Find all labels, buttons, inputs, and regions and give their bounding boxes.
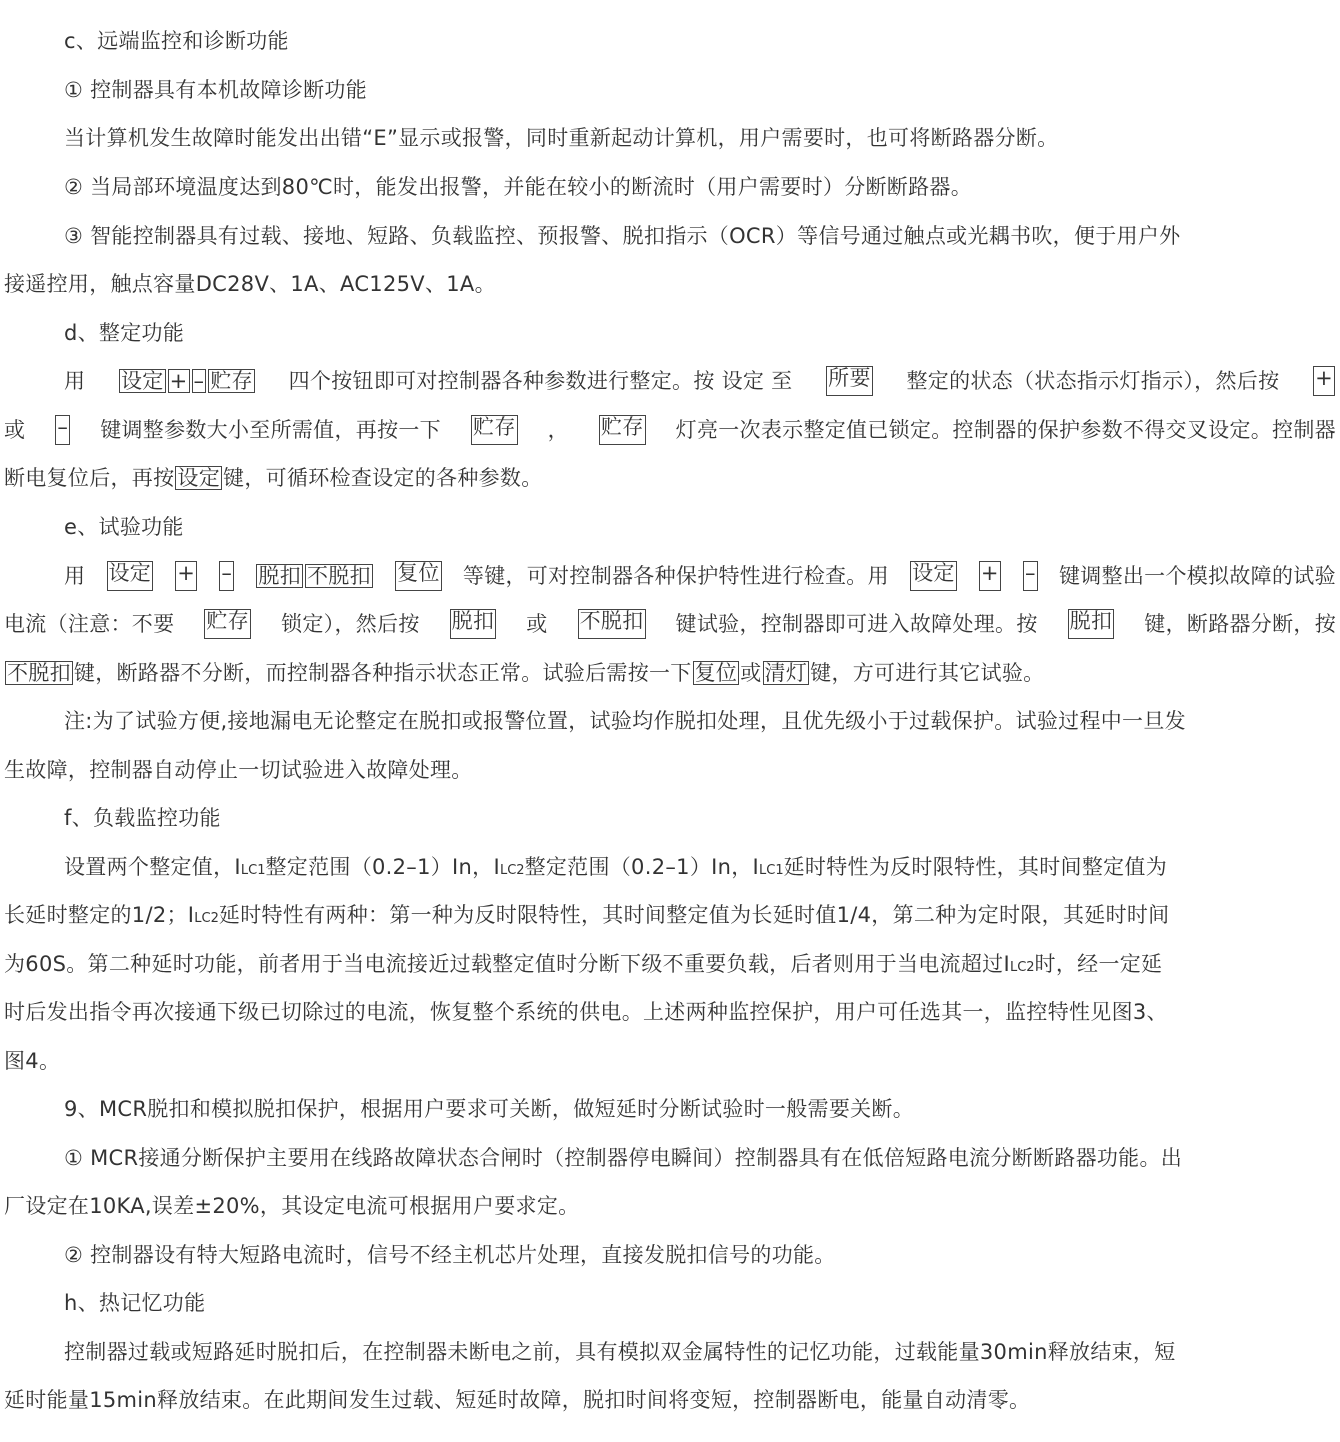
key-plus: + [1313, 366, 1335, 396]
para-f-line4: 时后发出指令再次接通下级已切除过的电流，恢复整个系统的供电。上述两种监控保护，用户可任选其一，监控特性见图3、 [4, 1000, 1168, 1024]
text-segment: 时，经一定延 [1034, 952, 1163, 976]
para-9-1-line2: 厂设定在10KA,误差±20%，其设定电流可根据用户要求定。 [4, 1194, 580, 1218]
para-f-line3 [4, 949, 1336, 983]
para-h-line1: 控制器过载或短路延时脱扣后，在控制器未断电之前，具有模拟双金属特性的记忆功能，过载能量30min释放结束，短 [64, 1340, 1176, 1364]
text-segment: 断电复位后，再按 [4, 466, 175, 490]
key-group [255, 561, 374, 591]
text-segment: 为60S。第二种延时功能，前者用于当电流接近过载整定值时分断下级不重要负载，后者则用于当电流超过I [4, 952, 1010, 976]
key-set: 设定 [910, 561, 957, 591]
key-reset: 复位 [395, 561, 442, 591]
para-c-2: 当计算机发生故障时能发出出错“E”显示或报警，同时重新起动计算机，用户需要时，也可将断路器分断。 [64, 126, 1059, 150]
text-segment: 整定范围（0.2–1）In，I [524, 855, 760, 879]
para-f-line1 [64, 852, 1336, 886]
text-segment: 电流（注意：不要 [4, 612, 175, 636]
para-e-line1 [64, 561, 1336, 591]
para-e-line3 [4, 658, 1336, 688]
text-segment: 或 [526, 612, 548, 636]
heading-9: 9、MCR脱扣和模拟脱扣保护，根据用户要求可关断，做短延时分断试验时一般需要关断。 [64, 1097, 915, 1121]
text-segment: 等键，可对控制器各种保护特性进行检查。用 [462, 564, 889, 588]
text-segment: 长延时整定的1/2；I [4, 903, 195, 927]
text-segment: 整定的状态（状态指示灯指示），然后按 [906, 369, 1280, 393]
text-segment: 延时特性有两种：第一种为反时限特性，其时间整定值为长延时值1/4，第二种为定时限，其延时时间 [218, 903, 1170, 927]
para-c-3: ② 当局部环境温度达到80℃时，能发出报警，并能在较小的断流时（用户需要时）分断断路器。 [64, 175, 973, 199]
text-segment: 整定范围（0.2–1）In，I [265, 855, 500, 879]
key-minus: – [1023, 561, 1038, 591]
text-segment: 键，断路器不分断，而控制器各种指示状态正常。试验后需按一下 [73, 661, 692, 685]
subscript: LC1 [759, 863, 784, 878]
key-plus: + [175, 561, 197, 591]
text-segment: 设置两个整定值，I [64, 855, 241, 879]
key-reset: 复位 [694, 661, 738, 685]
key-plus: + [979, 561, 1001, 591]
heading-h: h、热记忆功能 [64, 1291, 206, 1315]
key-notrip: 不脱扣 [578, 609, 646, 639]
para-f-line5: 图4。 [4, 1049, 61, 1073]
key-notrip: 不脱扣 [307, 564, 371, 588]
para-c-4-line2: 接遥控用，触点容量DC28V、1A、AC125V、1A。 [4, 272, 496, 296]
key-plus: + [169, 369, 188, 393]
text-segment: 用 [64, 564, 86, 588]
subscript: LC2 [499, 863, 525, 878]
subscript: LC2 [194, 911, 219, 926]
para-d-line1 [64, 366, 1336, 396]
subscript: LC1 [240, 863, 266, 878]
key-suoyao: 所要 [826, 366, 873, 396]
key-trip: 脱扣 [1068, 609, 1115, 639]
text-segment: 键调整参数大小至所需值，再按一下 [100, 418, 441, 442]
key-minus: – [219, 561, 234, 591]
text-segment: 或 [4, 418, 26, 442]
text-segment: 用 [64, 369, 86, 393]
para-f-line2 [4, 900, 1336, 934]
note-e-line1: 注:为了试验方便,接地漏电无论整定在脱扣或报警位置，试验均作脱扣处理，且优先级小于过载保护。试验过程中一旦发 [64, 709, 1186, 733]
note-e-line2: 生故障，控制器自动停止一切试验进入故障处理。 [4, 758, 473, 782]
para-d-line3 [4, 463, 1336, 493]
text-segment: 键，方可进行其它试验。 [810, 661, 1045, 685]
key-group [118, 366, 256, 396]
para-9-1-line1: ① MCR接通分断保护主要用在线路故障状态合闸时（控制器停电瞬间）控制器具有在低倍短路电流分断断路器功能。出 [64, 1146, 1183, 1170]
key-minus: – [193, 369, 205, 393]
text-segment: 键，断路器分断，按 [1144, 612, 1336, 636]
key-trip: 脱扣 [258, 564, 301, 588]
key-set: 设定 [177, 466, 221, 490]
heading-d: d、整定功能 [64, 321, 185, 345]
text-segment: ， [547, 418, 569, 442]
key-store: 贮存 [599, 415, 646, 445]
text-segment: 延时特性为反时限特性，其时间整定值为 [783, 855, 1168, 879]
para-e-line2 [4, 609, 1336, 639]
heading-c: c、远端监控和诊断功能 [64, 29, 289, 53]
key-store: 贮存 [204, 609, 251, 639]
text-segment: 键调整出一个模拟故障的试验 [1058, 564, 1336, 588]
text-segment: 四个按钮即可对控制器各种参数进行整定。按 设定 至 [288, 369, 793, 393]
para-d-line2 [4, 415, 1336, 445]
text-segment: 灯亮一次表示整定值已锁定。控制器的保护参数不得交叉设定。控制器 [675, 418, 1336, 442]
heading-f: f、负载监控功能 [64, 806, 221, 830]
key-trip: 脱扣 [450, 609, 497, 639]
key-store: 贮存 [210, 369, 253, 393]
key-set: 设定 [121, 369, 164, 393]
text-segment: 或 [740, 661, 762, 685]
heading-e: e、试验功能 [64, 515, 184, 539]
key-store: 贮存 [471, 415, 518, 445]
para-c-1: ① 控制器具有本机故障诊断功能 [64, 78, 368, 102]
text-segment: 键，可循环检查设定的各种参数。 [223, 466, 543, 490]
key-set: 设定 [107, 561, 154, 591]
key-minus: – [55, 415, 70, 445]
para-c-4-line1: ③ 智能控制器具有过载、接地、短路、负载监控、预报警、脱扣指示（OCR）等信号通过触点或光耦书吹，便于用户外 [64, 224, 1181, 248]
text-segment: 锁定），然后按 [281, 612, 420, 636]
para-9-2: ② 控制器设有特大短路电流时，信号不经主机芯片处理，直接发脱扣信号的功能。 [64, 1243, 836, 1267]
text-segment: 键试验，控制器即可进入故障处理。按 [675, 612, 1038, 636]
subscript: LC2 [1009, 960, 1035, 975]
key-clear-light: 清灯 [764, 661, 808, 685]
key-notrip: 不脱扣 [7, 661, 71, 685]
para-h-line2: 延时能量15min释放结束。在此期间发生过载、短延时故障，脱扣时间将变短，控制器断电，能量自动清零。 [4, 1388, 1031, 1412]
